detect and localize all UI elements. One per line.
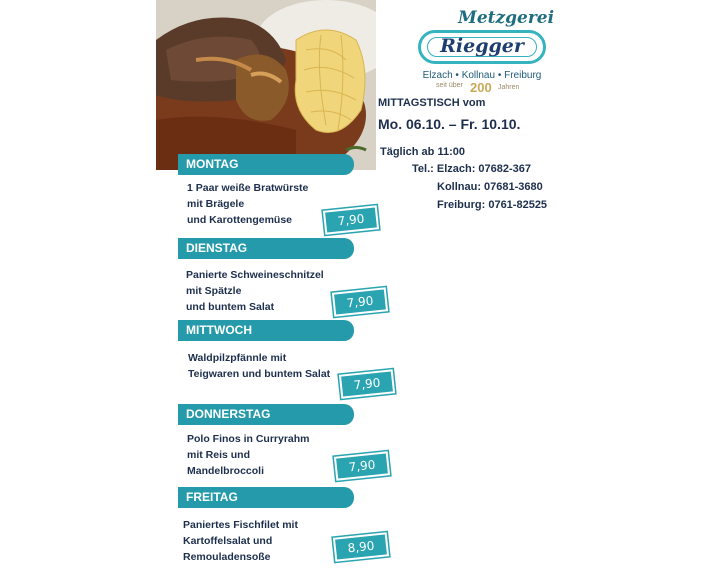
dish-thursday [187, 431, 310, 479]
logo-badge [418, 30, 546, 64]
dish-friday [183, 517, 298, 565]
phone-kollnau: Kollnau: 07681-3680 [437, 181, 543, 193]
price-tag-tuesday: 7,90 [332, 287, 388, 317]
dish-line: mit Spätzle [186, 285, 242, 297]
dish-line: Remouladensoße [183, 551, 271, 563]
day-bar-wednesday [178, 320, 354, 341]
menu-title: MITTAGSTISCH vom [378, 97, 486, 109]
price-tag-thursday: 7,90 [334, 451, 390, 481]
day-label: DONNERSTAG [186, 407, 271, 421]
price-tag-monday: 7,90 [323, 205, 379, 235]
day-label: MONTAG [186, 157, 239, 171]
price-tag-friday: 8,90 [333, 532, 389, 562]
dish-tuesday [186, 267, 324, 315]
day-bar-tuesday [178, 238, 354, 259]
dish-line: 1 Paar weiße Bratwürste [187, 182, 309, 194]
logo-since-prefix: seit über [436, 82, 463, 89]
day-label: FREITAG [186, 490, 238, 504]
dish-line: Mandelbroccoli [187, 465, 265, 477]
dish-line: Polo Finos in Curryrahm [187, 433, 310, 445]
logo-since-suffix: Jahren [498, 84, 520, 91]
logo-since-years: 200 [470, 80, 492, 95]
brand-logo [412, 8, 555, 100]
logo-locations: Elzach • Kollnau • Freiburg [422, 70, 542, 81]
dish-line: und Karottengemüse [187, 214, 293, 226]
day-bar-friday [178, 487, 354, 508]
dish-line: Kartoffelsalat und [183, 535, 273, 547]
dish-line: Teigwaren und buntem Salat [188, 368, 331, 380]
dish-wednesday [188, 350, 330, 382]
phone-elzach: Tel.: Elzach: 07682-367 [412, 163, 532, 175]
phone-freiburg: Freiburg: 0761-82525 [437, 199, 548, 211]
serving-time: Täglich ab 11:00 [380, 146, 465, 158]
day-label: MITTWOCH [186, 323, 252, 337]
dish-line: mit Brägele [187, 198, 245, 210]
dish-line: mit Reis und [187, 449, 251, 461]
dish-line: und buntem Salat [186, 301, 275, 313]
logo-name: Riegger [440, 35, 524, 57]
food-photo [156, 0, 376, 170]
date-range: Mo. 06.10. – Fr. 10.10. [378, 116, 521, 132]
day-label: DIENSTAG [186, 241, 248, 255]
day-bar-monday [178, 154, 354, 175]
dish-line: Waldpilzpfännle mit [188, 352, 287, 364]
day-bar-thursday [178, 404, 354, 425]
dish-monday [187, 180, 308, 228]
dish-line: Panierte Schweineschnitzel [186, 269, 324, 281]
logo-top-word: Metzgerei [458, 8, 555, 28]
dish-line: Paniertes Fischfilet mit [183, 519, 298, 531]
price-tag-wednesday: 7,90 [339, 369, 395, 399]
